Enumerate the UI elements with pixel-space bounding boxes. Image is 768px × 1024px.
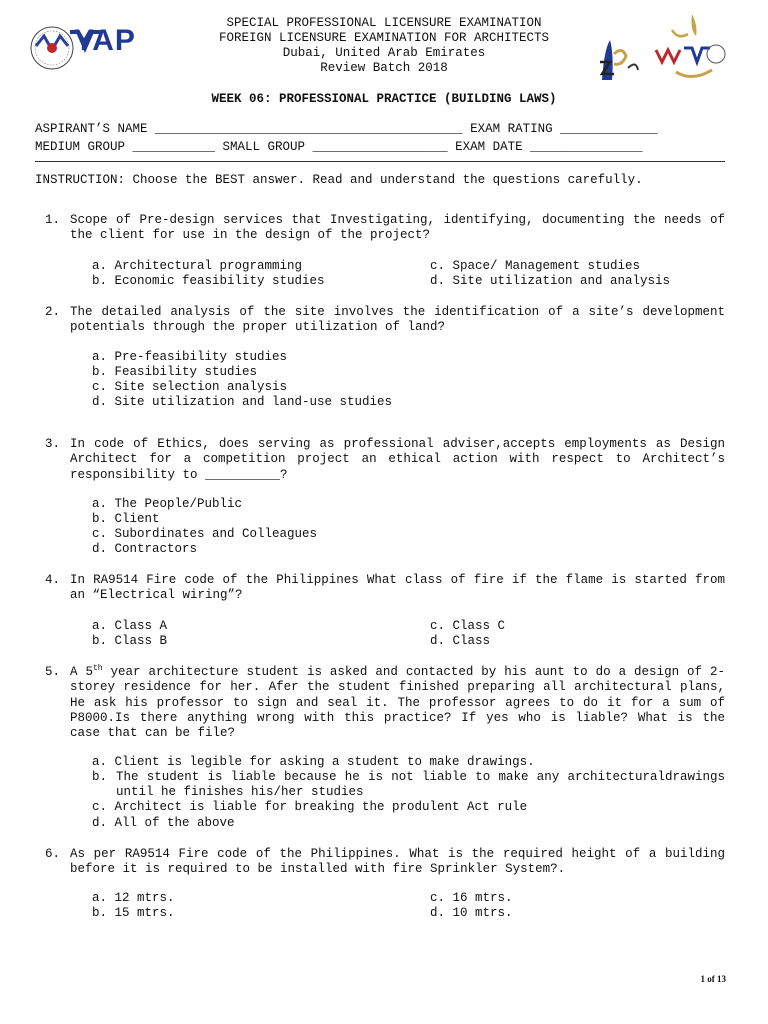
option-b[interactable]: b. 15 mtrs. bbox=[92, 906, 175, 920]
question-number: 6. bbox=[45, 847, 61, 861]
option-a[interactable]: a. The People/Public bbox=[92, 497, 243, 511]
option-c[interactable]: c. Site selection analysis bbox=[92, 380, 288, 394]
question-number: 1. bbox=[45, 213, 61, 227]
question-number: 3. bbox=[45, 437, 61, 451]
question-text: As per RA9514 Fire code of the Philippines. What is the required height of a building before it is required to be installed with fire Sprinkler System?. bbox=[70, 847, 725, 877]
option-c[interactable]: c. Architect is liable for breaking the produlent Act rule bbox=[92, 800, 528, 814]
option-c[interactable]: c. Subordinates and Colleagues bbox=[92, 527, 318, 541]
option-a[interactable]: a. Pre-feasibility studies bbox=[92, 350, 288, 364]
option-a[interactable]: a. 12 mtrs. bbox=[92, 891, 175, 905]
question-text: Scope of Pre-design services that Investigating, identifying, documenting the needs of the client for use in the design of the project? bbox=[70, 213, 725, 243]
option-b[interactable]: b. Economic feasibility studies bbox=[92, 274, 325, 288]
question-4 bbox=[35, 573, 725, 604]
option-d[interactable]: d. Contractors bbox=[92, 542, 198, 556]
option-c[interactable]: c. 16 mtrs. bbox=[430, 891, 513, 905]
header-line-3: Dubai, United Arab Emirates bbox=[282, 46, 486, 60]
header-divider bbox=[35, 161, 725, 162]
option-b[interactable]: b. Client bbox=[92, 512, 160, 526]
option-b-text: The student is liable because he is not liable to make any architecturaldrawings until he finishes his/her studies bbox=[116, 770, 725, 800]
option-d[interactable]: d. Site utilization and land-use studies bbox=[92, 395, 393, 409]
question-number: 2. bbox=[45, 305, 61, 319]
question-text-sup: th bbox=[92, 663, 103, 673]
question-5 bbox=[35, 665, 725, 741]
question-2 bbox=[35, 305, 725, 336]
question-1 bbox=[35, 213, 725, 244]
header-line-4: Review Batch 2018 bbox=[320, 61, 448, 75]
question-3 bbox=[35, 437, 725, 483]
header-line-1: SPECIAL PROFESSIONAL LICENSURE EXAMINATION bbox=[226, 16, 542, 30]
option-d[interactable]: d. Site utilization and analysis bbox=[430, 274, 671, 288]
header-line-2: FOREIGN LICENSURE EXAMINATION FOR ARCHITECTS bbox=[218, 31, 550, 45]
logo-left-text: YAP bbox=[74, 24, 136, 57]
question-text: In code of Ethics, does serving as professional adviser,accepts employments as Design Architect for a competition project an ethical action with respect to Architect’s responsibility to __________? bbox=[70, 437, 725, 482]
question-number: 4. bbox=[45, 573, 61, 587]
question-number: 5. bbox=[45, 665, 61, 679]
option-a[interactable]: a. Class A bbox=[92, 619, 168, 633]
question-6 bbox=[35, 847, 725, 878]
option-d[interactable]: d. All of the above bbox=[92, 816, 235, 830]
question-text: The detailed analysis of the site involves the identification of a site’s development potentials through the proper utilization of land? bbox=[70, 305, 725, 335]
page-number: 1 of 13 bbox=[700, 974, 726, 984]
option-d[interactable]: d. 10 mtrs. bbox=[430, 906, 513, 920]
question-text bbox=[70, 665, 725, 741]
option-c[interactable]: c. Class C bbox=[430, 619, 506, 633]
question-text-pre: A 5 bbox=[70, 665, 93, 679]
aspirant-name-row: ASPIRANT’S NAME _________________________________________ EXAM RATING _____________ bbox=[35, 122, 658, 136]
question-text: In RA9514 Fire code of the Philippines What class of fire if the flame is started from an “Electrical wiring”? bbox=[70, 573, 725, 603]
question-text-post: year architecture student is asked and contacted by his aunt to do a design of 2-storey residence for her. Afer the student finished preparing all architectural plans, He ask his professor to sign and seal it. The professor agrees to do it for a sum of P8000.Is there anything wrong with this practice? If yes who is liable? What is the case that can be file? bbox=[70, 665, 725, 741]
option-a[interactable]: a. Client is legible for asking a student to make drawings. bbox=[92, 755, 535, 769]
option-c[interactable]: c. Space/ Management studies bbox=[430, 259, 641, 273]
option-d[interactable]: d. Class bbox=[430, 634, 491, 648]
option-b[interactable]: b. Feasibility studies bbox=[92, 365, 258, 379]
group-date-row: MEDIUM GROUP ___________ SMALL GROUP __________________ EXAM DATE _______________ bbox=[35, 140, 643, 154]
option-b[interactable]: b. Class B bbox=[92, 634, 168, 648]
option-b[interactable]: b. The student is liable because he is not liable to make any architecturaldrawings until he finishes his/her studies bbox=[92, 770, 725, 800]
instruction: INSTRUCTION: Choose the BEST answer. Read and understand the questions carefully. bbox=[35, 173, 643, 187]
option-a[interactable]: a. Architectural programming bbox=[92, 259, 303, 273]
week-title: WEEK 06: PROFESSIONAL PRACTICE (BUILDING LAWS) bbox=[211, 92, 557, 106]
